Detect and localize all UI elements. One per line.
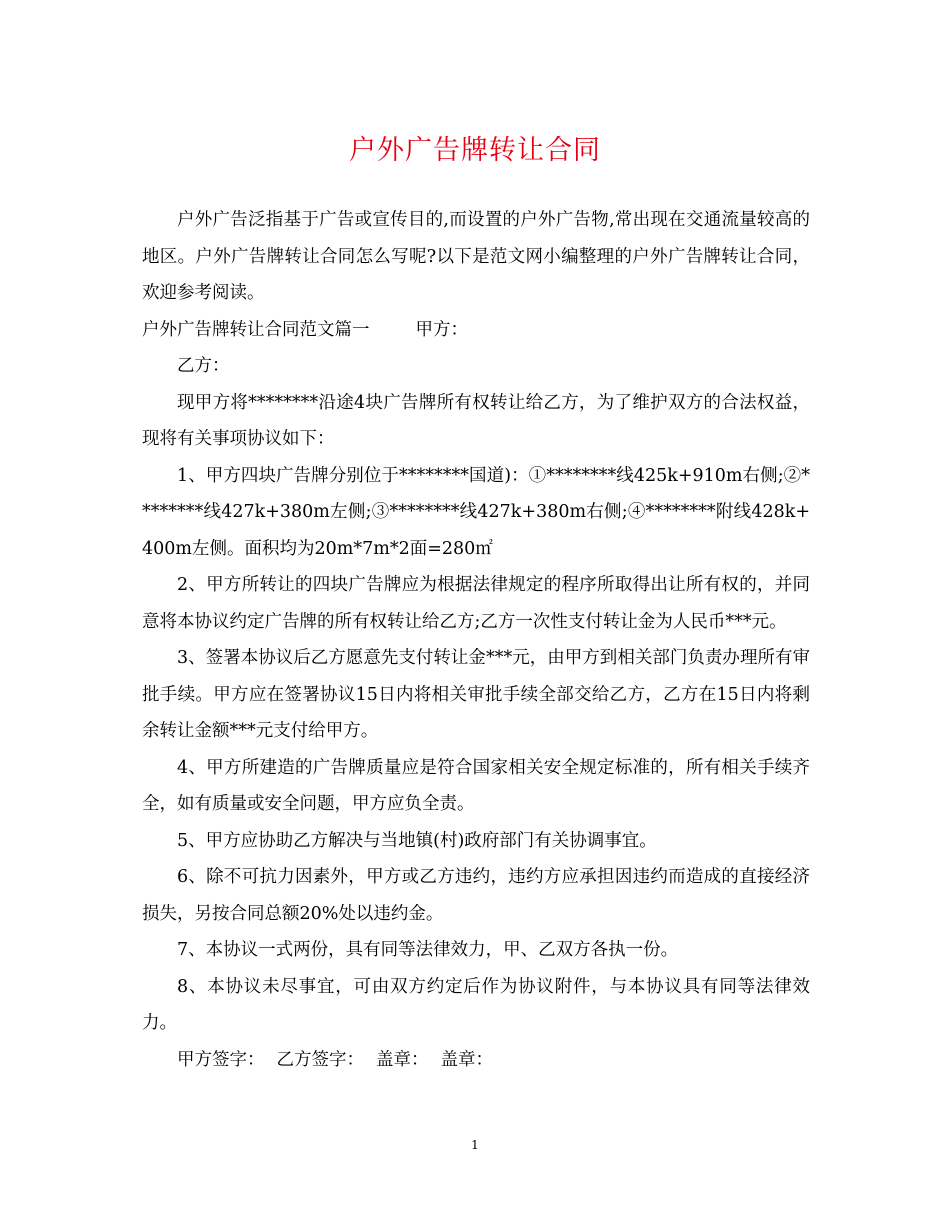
document-title: 户外广告牌转让合同: [349, 135, 601, 166]
signature-line: [142, 1042, 810, 1079]
party-b-label: 乙方：: [177, 356, 230, 376]
clause-2: 2、甲方所转让的四块广告牌应为根据法律规定的程序所取得出让所有权的，并同意将本协议约定广告牌的所有权转让给乙方;乙方一次性支付转让金为人民币***元。: [142, 575, 810, 632]
clause-5: 5、甲方应协助乙方解决与当地镇(村)政府部门有关协调事宜。: [177, 830, 657, 851]
page-number: 1: [471, 1138, 479, 1152]
clause-1: 1、甲方四块广告牌分别位于********国道)：①********线425k+910m右侧;②********线427k+380m左侧;③********线427k+380m右侧;④********附线428k+400m左侧。面积均为20m*7m*2面=280㎡: [142, 465, 810, 559]
preamble-paragraph: 现甲方将********沿途4块广告牌所有权转让给乙方，为了维护双方的合法权益，现将有关事项协议如下：: [142, 392, 810, 449]
party-b-signature-label: 乙方签字：: [276, 1049, 364, 1070]
clause-8: 8、本协议未尽事宜，可由双方约定后作为协议附件，与本协议具有同等法律效力。: [142, 976, 810, 1033]
clause-3: 3、签署本协议后乙方愿意先支付转让金***元，由甲方到相关部门负责办理所有审批手续。甲方应在签署协议15日内将相关审批手续全部交给乙方，乙方在15日内将剩余转让金额***元支付给甲方。: [142, 648, 810, 741]
clause-7: 7、本协议一式两份，具有同等法律效力，甲、乙双方各执一份。: [177, 940, 679, 960]
clause-6: 6、除不可抗力因素外，甲方或乙方违约，违约方应承担因违约而造成的直接经济损失，另按合同总额20%处以违约金。: [142, 867, 810, 924]
party-a-signature-label: 甲方签字：: [177, 1049, 265, 1070]
seal-label-1: 盖章：: [376, 1049, 429, 1070]
intro-paragraph: 户外广告泛指基于广告或宣传目的,而设置的户外广告物,常出现在交通流量较高的地区。户外广告牌转让合同怎么写呢?以下是范文网小编整理的户外广告牌转让合同，欢迎参考阅读。: [142, 210, 810, 303]
party-a-label: 甲方：: [415, 319, 468, 340]
document-body: [142, 202, 810, 1078]
section-heading: 户外广告牌转让合同范文篇一: [142, 319, 370, 340]
seal-label-2: 盖章：: [440, 1049, 493, 1070]
section-heading-line: [142, 312, 810, 349]
clause-4: 4、甲方所建造的广告牌质量应是符合国家相关安全规定标准的，所有相关手续齐全，如有质量或安全问题，甲方应负全责。: [142, 757, 810, 814]
